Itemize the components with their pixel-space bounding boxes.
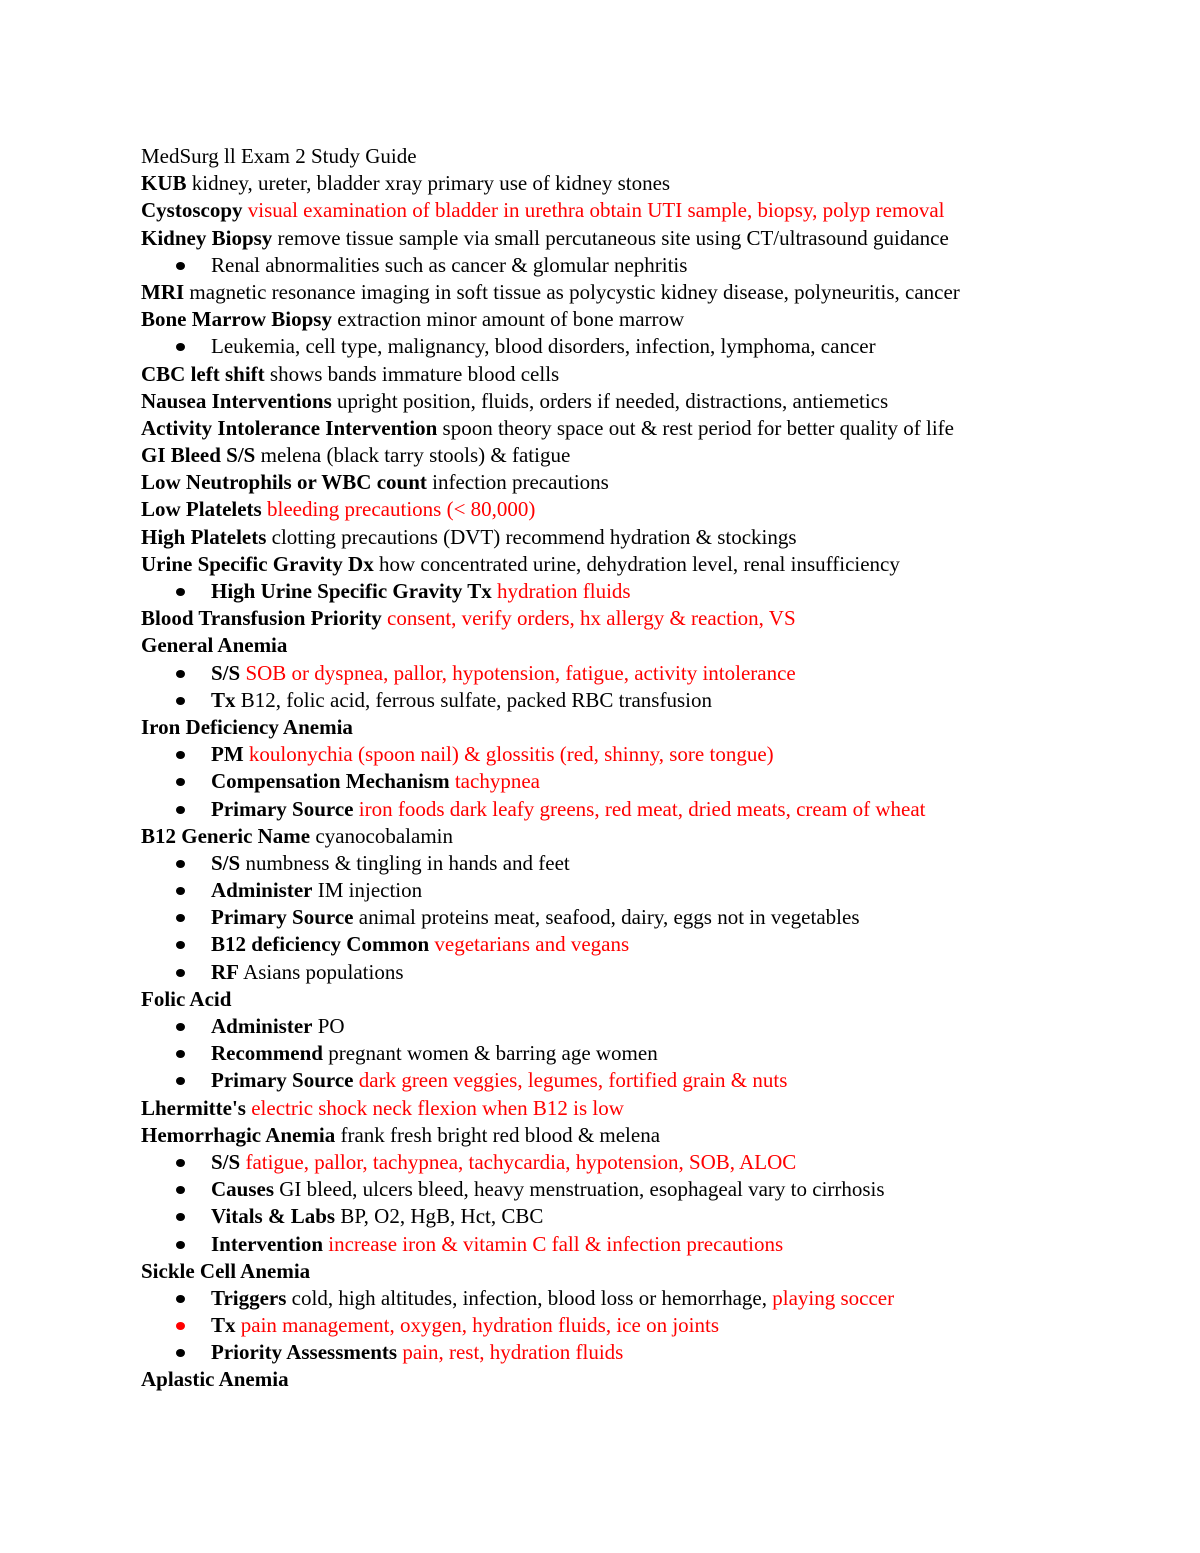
highlighted-text: consent, verify orders, hx allergy & reaction, VS — [387, 606, 796, 631]
description-text: infection precautions — [432, 470, 609, 495]
term-label: Lhermitte's — [141, 1095, 246, 1120]
term-entry — [141, 225, 1141, 252]
highlighted-text: electric shock neck flexion when B12 is low — [251, 1095, 624, 1120]
term-entry — [141, 1095, 1141, 1122]
term-label: Aplastic Anemia — [141, 1367, 289, 1392]
bullet-item — [141, 1285, 1141, 1312]
term-label: Sickle Cell Anemia — [141, 1258, 311, 1283]
bullet-item — [141, 578, 1141, 605]
term-label: Iron Deficiency Anemia — [141, 714, 353, 739]
bullet-icon — [176, 941, 185, 949]
description-text: B12, folic acid, ferrous sulfate, packed RBC transfusion — [240, 687, 712, 712]
term-label: Compensation Mechanism — [211, 769, 450, 794]
bullet-icon — [176, 914, 185, 922]
term-label: B12 Generic Name — [141, 823, 311, 848]
bullet-icon — [176, 778, 185, 786]
highlighted-text: hydration fluids — [497, 579, 631, 603]
term-label: Kidney Biopsy — [141, 225, 273, 250]
description-text: spoon theory space out & rest period for better quality of life — [442, 415, 954, 440]
bullet-icon — [176, 751, 185, 759]
term-label: Primary Source — [211, 1068, 354, 1093]
bullet-item — [141, 1339, 1141, 1366]
term-entry — [141, 197, 1141, 224]
bullet-item — [141, 687, 1141, 714]
bullet-icon — [176, 1050, 185, 1058]
term-entry — [141, 361, 1141, 388]
bullet-item — [141, 1203, 1141, 1230]
term-label: Primary Source — [211, 905, 354, 930]
document-title: MedSurg ll Exam 2 Study Guide — [141, 144, 417, 168]
term-label: RF — [211, 959, 239, 984]
term-label: Tx — [211, 1313, 236, 1338]
bullet-item — [141, 931, 1141, 958]
description-text: numbness & tingling in hands and feet — [245, 850, 570, 875]
term-label: High Urine Specific Gravity Tx — [211, 579, 492, 603]
term-label: Hemorrhagic Anemia — [141, 1122, 336, 1147]
section-heading — [141, 1366, 1141, 1393]
bullet-icon — [176, 969, 185, 977]
term-label: Primary Source — [211, 796, 354, 821]
term-entry — [141, 170, 1141, 197]
term-label: GI Bleed S/S — [141, 443, 256, 468]
bullet-item — [141, 1149, 1141, 1176]
description-text: pregnant women & barring age women — [328, 1041, 658, 1066]
bullet-icon — [176, 1295, 185, 1303]
description-text: kidney, ureter, bladder xray primary use of kidney stones — [191, 171, 671, 196]
term-entry — [141, 415, 1141, 442]
highlighted-text: pain management, oxygen, hydration fluids, ice on joints — [240, 1313, 719, 1338]
term-label: Intervention — [211, 1231, 323, 1256]
bullet-item — [141, 850, 1141, 877]
bullet-icon — [176, 1213, 185, 1221]
highlighted-text: vegetarians and vegans — [434, 932, 630, 957]
term-label: KUB — [141, 171, 187, 196]
term-label: High Platelets — [141, 524, 267, 549]
highlighted-text: iron foods dark leafy greens, red meat, dried meats, cream of wheat — [358, 796, 926, 821]
bullet-item — [141, 1067, 1141, 1094]
term-label: Activity Intolerance Intervention — [141, 415, 438, 440]
term-label: Priority Assessments — [211, 1340, 398, 1365]
highlighted-text: fatigue, pallor, tachypnea, tachycardia, hypotension, SOB, ALOC — [245, 1149, 797, 1174]
bullet-item — [141, 1312, 1141, 1339]
description-text: BP, O2, HgB, Hct, CBC — [340, 1204, 544, 1229]
bullet-icon — [176, 262, 185, 270]
term-label: B12 deficiency Common — [211, 932, 430, 957]
bullet-item — [141, 1040, 1141, 1067]
term-entry — [141, 496, 1141, 523]
bullet-icon — [176, 806, 185, 814]
bullet-icon — [176, 860, 185, 868]
term-entry — [141, 388, 1141, 415]
description-text: Leukemia, cell type, malignancy, blood disorders, infection, lymphoma, cancer — [211, 334, 876, 359]
highlighted-text: tachypnea — [454, 769, 540, 794]
section-heading — [141, 714, 1141, 741]
term-entry — [141, 469, 1141, 496]
bullet-icon — [176, 1077, 185, 1085]
bullet-icon — [176, 697, 185, 705]
bullet-item — [141, 959, 1141, 986]
bullet-item — [141, 796, 1141, 823]
bullet-icon — [176, 1186, 185, 1194]
term-label: S/S — [211, 850, 241, 875]
description-text: Asians populations — [243, 959, 404, 984]
bullet-item — [141, 741, 1141, 768]
term-label: Tx — [211, 687, 236, 712]
term-label: Administer — [211, 878, 313, 903]
section-heading — [141, 632, 1141, 659]
highlighted-text: pain, rest, hydration fluids — [402, 1340, 624, 1365]
term-label: Administer — [211, 1014, 313, 1038]
description-text: shows bands immature blood cells — [269, 361, 560, 386]
study-guide-lines — [141, 170, 1141, 1393]
term-label: CBC left shift — [141, 361, 265, 386]
description-text: how concentrated urine, dehydration level, renal insufficiency — [378, 551, 900, 576]
term-entry — [141, 551, 1141, 578]
description-text: clotting precautions (DVT) recommend hydration & stockings — [271, 524, 797, 549]
term-entry — [141, 605, 1141, 632]
term-entry — [141, 524, 1141, 551]
term-label: MRI — [141, 279, 185, 304]
bullet-icon — [176, 588, 185, 596]
term-label: Triggers — [211, 1285, 287, 1310]
bullet-item — [141, 333, 1141, 360]
term-label: Blood Transfusion Priority — [141, 606, 382, 631]
description-text: extraction minor amount of bone marrow — [337, 307, 685, 332]
term-label: Low Neutrophils or WBC count — [141, 470, 427, 495]
bullet-item — [141, 877, 1141, 904]
bullet-icon — [176, 1023, 185, 1031]
description-text: magnetic resonance imaging in soft tissue as polycystic kidney disease, polyneuritis, cancer — [189, 279, 960, 304]
description-text: melena (black tarry stools) & fatigue — [260, 443, 571, 468]
section-heading — [141, 1258, 1141, 1285]
bullet-icon — [176, 1241, 185, 1249]
description-text: upright position, fluids, orders if needed, distractions, antiemetics — [337, 388, 889, 413]
section-heading — [141, 986, 1141, 1013]
term-label: PM — [211, 742, 244, 767]
term-label: General Anemia — [141, 633, 288, 658]
highlighted-text: SOB or dyspnea, pallor, hypotension, fatigue, activity intolerance — [245, 660, 796, 685]
description-text: Renal abnormalities such as cancer & glomular nephritis — [211, 252, 688, 277]
highlighted-text: dark green veggies, legumes, fortified grain & nuts — [358, 1068, 788, 1093]
description-text: animal proteins meat, seafood, dairy, eggs not in vegetables — [358, 905, 860, 930]
study-guide-document — [141, 143, 1141, 1394]
term-label: Causes — [211, 1177, 275, 1202]
bullet-icon — [176, 670, 185, 678]
highlighted-text: increase iron & vitamin C fall & infection precautions — [328, 1231, 784, 1256]
bullet-icon — [176, 1322, 185, 1330]
term-label: S/S — [211, 1149, 241, 1174]
term-label: S/S — [211, 660, 241, 685]
term-entry — [141, 442, 1141, 469]
bullet-item — [141, 1231, 1141, 1258]
bullet-item — [141, 1013, 1141, 1040]
term-label: Low Platelets — [141, 497, 262, 522]
highlighted-text: visual examination of bladder in urethra obtain UTI sample, biopsy, polyp removal — [247, 198, 945, 223]
description-text: cyanocobalamin — [315, 823, 453, 848]
bullet-item — [141, 1176, 1141, 1203]
bullet-icon — [176, 1349, 185, 1357]
term-label: Vitals & Labs — [211, 1204, 336, 1229]
bullet-icon — [176, 1159, 185, 1167]
description-text: remove tissue sample via small percutaneous site using CT/ultrasound guidance — [277, 225, 949, 250]
term-label: Urine Specific Gravity Dx — [141, 551, 374, 576]
term-label: Cystoscopy — [141, 198, 243, 223]
highlighted-text: playing soccer — [772, 1285, 895, 1310]
highlighted-text: koulonychia (spoon nail) & glossitis (red, shinny, sore tongue) — [248, 742, 774, 767]
highlighted-text: bleeding precautions (< 80,000) — [266, 497, 536, 522]
term-entry — [141, 1122, 1141, 1149]
bullet-icon — [176, 887, 185, 895]
description-text: GI bleed, ulcers bleed, heavy menstruation, esophageal vary to cirrhosis — [279, 1177, 885, 1202]
term-entry — [141, 306, 1141, 333]
term-label: Recommend — [211, 1041, 323, 1066]
bullet-icon — [176, 343, 185, 351]
bullet-item — [141, 660, 1141, 687]
bullet-item — [141, 768, 1141, 795]
term-label: Nausea Interventions — [141, 388, 332, 413]
description-text: cold, high altitudes, infection, blood loss or hemorrhage, — [291, 1285, 767, 1310]
term-label: Folic Acid — [141, 986, 232, 1011]
description-text: frank fresh bright red blood & melena — [340, 1122, 661, 1147]
bullet-item — [141, 904, 1141, 931]
term-entry — [141, 279, 1141, 306]
description-text: IM injection — [317, 878, 423, 903]
bullet-item — [141, 252, 1141, 279]
description-text: PO — [317, 1014, 345, 1038]
term-entry — [141, 823, 1141, 850]
term-label: Bone Marrow Biopsy — [141, 307, 332, 332]
